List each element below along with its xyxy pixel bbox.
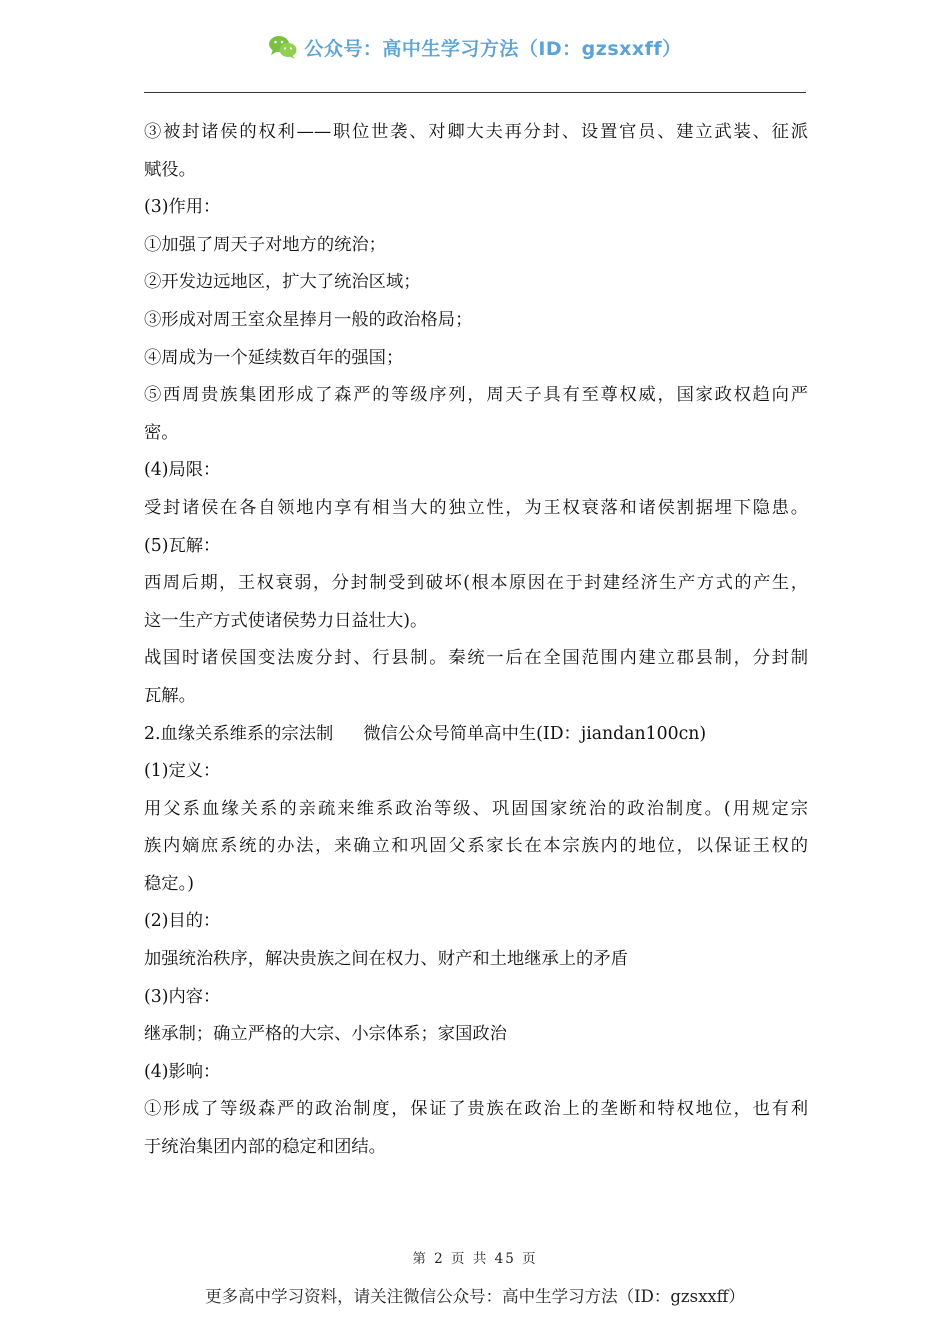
footer-note: 更多高中学习资料，请关注微信公众号：高中生学习方法（ID：gzsxxff） bbox=[205, 1287, 745, 1306]
text-line: 密。 bbox=[144, 422, 179, 443]
section-title-text: 2.血缘关系维系的宗法制 bbox=[144, 723, 334, 744]
section-heading: (5)瓦解： bbox=[144, 535, 221, 556]
text-line: 受封诸侯在各自领地内享有相当大的独立性，为王权衰落和诸侯割据埋下隐患。 bbox=[144, 497, 808, 518]
section-heading: (1)定义： bbox=[144, 761, 221, 782]
text-line: 稳定。) bbox=[144, 873, 194, 894]
section-heading: (2)目的： bbox=[144, 911, 221, 932]
header-title: 公众号：高中生学习方法（ID：gzsxxff） bbox=[304, 37, 682, 60]
text-line: ②开发边远地区，扩大了统治区域； bbox=[144, 272, 421, 293]
header-divider bbox=[144, 92, 806, 93]
text-line: 于统治集团内部的稳定和团结。 bbox=[144, 1137, 386, 1158]
text-line: 西周后期，王权衰弱，分封制受到破坏(根本原因在于封建经济生产方式的产生， bbox=[144, 573, 808, 594]
text-line: ①加强了周天子对地方的统治； bbox=[144, 234, 386, 255]
text-line: 战国时诸侯国变法废分封、行县制。秦统一后在全国范围内建立郡县制，分封制 bbox=[144, 648, 808, 669]
wechat-icon bbox=[268, 34, 298, 60]
section-heading: (4)影响： bbox=[144, 1061, 221, 1082]
text-line: ③形成对周王室众星捧月一般的政治格局； bbox=[144, 309, 473, 330]
section-heading: (4)局限： bbox=[144, 460, 221, 481]
text-line: 族内嫡庶系统的办法，来确立和巩固父系家长在本宗族内的地位，以保证王权的 bbox=[144, 836, 808, 857]
text-line: ④周成为一个延续数百年的强国； bbox=[144, 347, 404, 368]
text-line: 瓦解。 bbox=[144, 685, 196, 706]
text-line: 加强统治秩序，解决贵族之间在权力、财产和土地继承上的矛盾 bbox=[144, 949, 628, 970]
text-line: 继承制；确立严格的大宗、小宗体系；家国政治 bbox=[144, 1024, 507, 1045]
inline-note: 微信公众号简单高中生(ID：jiandan100cn) bbox=[363, 723, 707, 744]
text-line: 赋役。 bbox=[144, 159, 196, 180]
text-line: ③被封诸侯的权利——职位世袭、对卿大夫再分封、设置官员、建立武装、征派 bbox=[144, 122, 808, 142]
section-heading: (3)内容： bbox=[144, 986, 221, 1007]
page-number: 第 2 页 共 45 页 bbox=[412, 1251, 538, 1267]
page-header bbox=[0, 30, 950, 64]
text-line: ①形成了等级森严的政治制度，保证了贵族在政治上的垄断和特权地位，也有利 bbox=[144, 1099, 808, 1120]
text-line: ⑤西周贵族集团形成了森严的等级序列，周天子具有至尊权威，国家政权趋向严 bbox=[144, 385, 808, 406]
text-line: 这一生产方式使诸侯势力日益壮大)。 bbox=[144, 610, 428, 631]
section-heading: (3)作用： bbox=[144, 197, 221, 218]
section-title bbox=[144, 716, 808, 754]
text-line: 用父系血缘关系的亲疏来维系政治等级、巩固国家统治的政治制度。(用规定宗 bbox=[144, 798, 808, 819]
document-body bbox=[144, 114, 808, 1167]
